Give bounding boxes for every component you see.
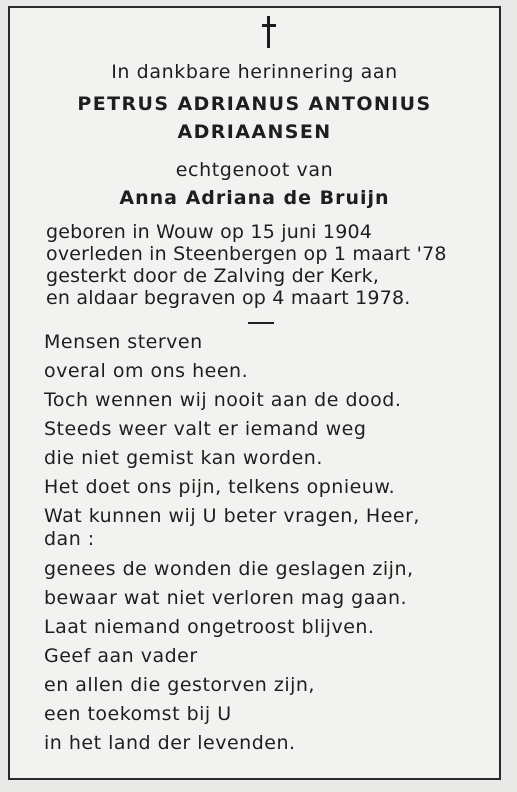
deceased-name-line1: PETRUS ADRIANUS ANTONIUS — [77, 93, 432, 115]
spouse-label: echtgenoot van — [175, 159, 334, 181]
poem-line: genees de wonden die geslagen zijn, — [44, 558, 414, 580]
birth-line: geboren in Wouw op 15 juni 1904 — [46, 221, 373, 243]
poem-line: dan : — [44, 528, 95, 550]
spouse-name: Anna Adriana de Bruijn — [119, 187, 390, 209]
cross-icon — [262, 16, 276, 50]
deceased-name-line2: ADRIAANSEN — [177, 121, 332, 143]
poem-line: Laat niemand ongetroost blijven. — [44, 616, 375, 638]
memorial-card — [8, 6, 501, 780]
poem-line: een toekomst bij U — [44, 703, 232, 725]
burial-line: en aldaar begraven op 4 maart 1978. — [46, 287, 411, 309]
poem-line: Toch wennen wij nooit aan de dood. — [44, 389, 402, 411]
intro-text: In dankbare herinnering aan — [111, 61, 398, 83]
poem-line: en allen die gestorven zijn, — [44, 674, 315, 696]
poem-line: die niet gemist kan worden. — [44, 447, 323, 469]
death-line: overleden in Steenbergen op 1 maart '78 — [46, 243, 447, 265]
poem-line: Geef aan vader — [44, 645, 198, 667]
divider — [248, 322, 274, 324]
poem-line: Steeds weer valt er iemand weg — [44, 418, 367, 440]
poem-line: Wat kunnen wij U beter vragen, Heer, — [44, 505, 420, 527]
poem-line: in het land der levenden. — [44, 732, 296, 754]
poem-line: Mensen sterven — [44, 331, 203, 353]
sacrament-line: gesterkt door de Zalving der Kerk, — [46, 265, 380, 287]
poem-line: overal om ons heen. — [44, 360, 249, 382]
poem-line: Het doet ons pijn, telkens opnieuw. — [44, 476, 396, 498]
poem-line: bewaar wat niet verloren mag gaan. — [44, 587, 408, 609]
